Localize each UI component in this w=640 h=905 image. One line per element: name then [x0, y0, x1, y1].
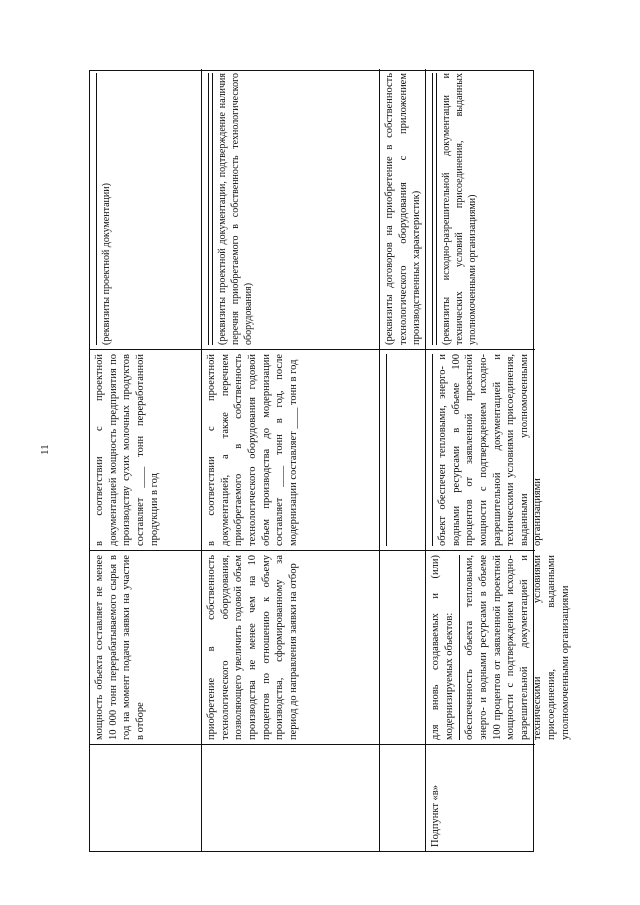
row3-evidence [380, 349, 426, 550]
page-number: 11 [39, 444, 51, 455]
row1-details-text: (реквизиты проектной документации) [101, 183, 112, 345]
row2-details-text: (реквизиты проектной документации, подтверждение наличия перечня приобретаемого в собственность технологического оборудования) [217, 73, 254, 345]
row1-label [90, 744, 202, 851]
row4-condition [426, 550, 571, 744]
row2-fill-line-a [208, 73, 209, 345]
row4-fill-line-a [432, 73, 433, 345]
criteria-table [89, 70, 571, 852]
row1-details [90, 69, 202, 349]
row1-fill-line [96, 73, 97, 345]
row2-details [202, 69, 380, 349]
row4-evidence-text: объект обеспечен тепловыми, энерго- и водными ресурсами в объеме 100 процентов от заявленной проектной мощности с подтверждением исходно-разрешительной документацией и техническими условиями присоединения, выданными уполномоченными организациями [437, 354, 544, 546]
row2-label [202, 744, 380, 851]
row1-condition: мощность объекта составляет не менее 10 000 тонн перерабатываемого сырья в год на момент подачи заявки на участие в отборе [90, 550, 202, 744]
row2-fill-line-b [212, 73, 213, 345]
row3-fill-line [386, 354, 387, 546]
row2-condition: приобретение в собственность технологического оборудования, позволяющего увеличить годовой объем производства не менее чем на 10 процентов по отношению к объему производства, сформированному за период до направления заявки на отбор [202, 550, 380, 744]
row4-details-text: (реквизиты исходно-разрешительной документации и технических условий присоединения, выданных уполномоченными организациями) [441, 73, 478, 345]
row3-label [380, 744, 426, 851]
row4-condition-text: обеспеченность объекта тепловыми, энерго- и водными ресурсами в объеме 100 процентов от заявленной проектной мощности с подтверждением исходно-разрешительной документацией и техническими условиями присоединения, выданными уполномоченными организациями [464, 555, 571, 740]
row3-condition [380, 550, 426, 744]
row4-condition-intro: для вновь создаваемых и (или) модернизируемых объектов: [430, 555, 455, 740]
row4-fill-line-b [436, 73, 437, 345]
row2-evidence: в соответствии с проектной документацией, а также перечнем приобретаемого в собственность технологического оборудования годовой объем производства до модернизации составляет ____ тонн в год, после модернизации составляет ____ тонн в год [202, 349, 380, 550]
row1-evidence: в соответствии с проектной документацией мощность предприятия по производству сухих молочных продуктов составляет ____ тонн переработанной продукции в год [90, 349, 202, 550]
row4-evidence-line [432, 354, 433, 546]
row4-label: Подпункт «в» [426, 744, 535, 851]
row4-evidence [426, 349, 544, 550]
row4-separator [459, 555, 460, 740]
row3-details: (реквизиты договоров на приобретение в собственность технологического оборудования с приложением производственных характеристик) [380, 69, 426, 349]
row4-details [426, 69, 535, 349]
